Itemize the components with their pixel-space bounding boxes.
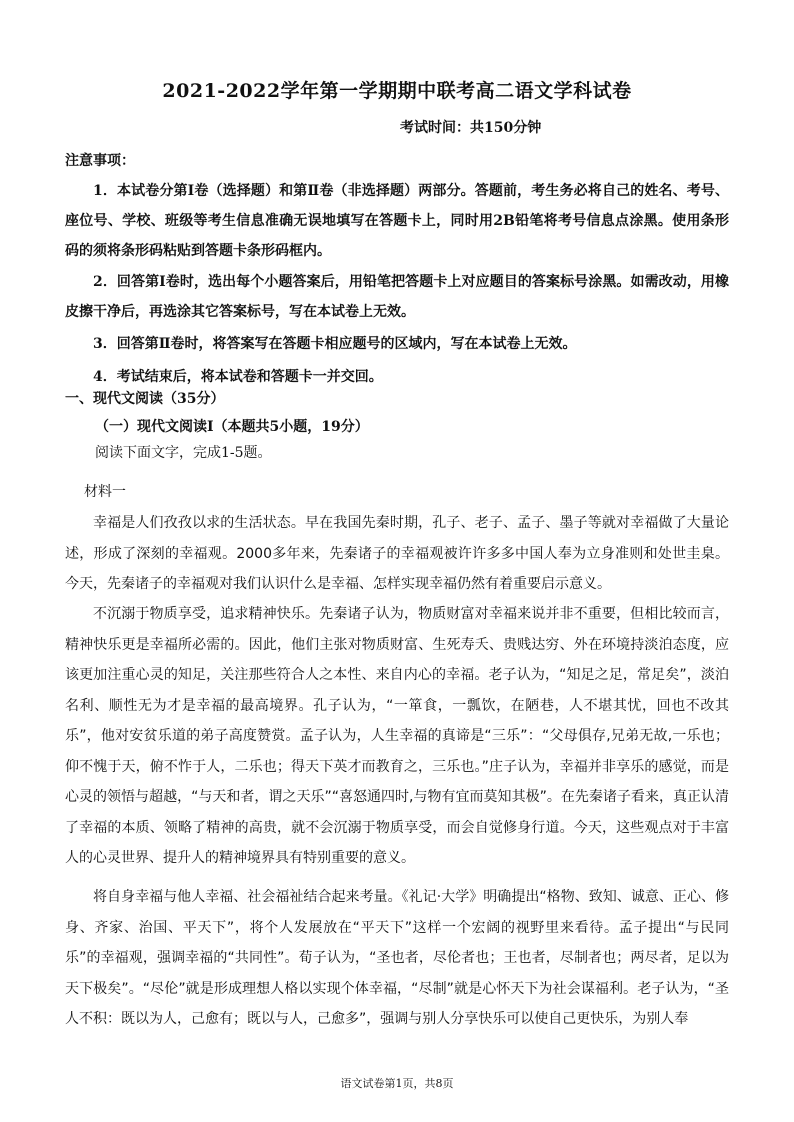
page-title: 2021-2022学年第一学期期中联考高二语文学科试卷: [162, 80, 632, 102]
page-footer: 语文试卷第1页，共8页: [340, 1077, 454, 1090]
notice-item: 4．考试结束后，将本试卷和答题卡一并交回。: [93, 369, 383, 385]
notice-item: 2．回答第Ⅰ卷时，选出每个小题答案后，用铅笔把答题卡上对应题目的答案标号涂黑。如需改动，用橡皮擦干净后，再选涂其它答案标号，写在本试卷上无效。: [65, 274, 729, 320]
material-label: 材料一: [84, 484, 126, 500]
body-paragraph: 将自身幸福与他人幸福、社会福祉结合起来考量。《礼记·大学》明确提出“格物、致知、诚意、正心、修身、齐家、治国、平天下”，将个人发展放在“平天下”这样一个宏阔的视野里来看待。孟子提出“与民同乐”的幸福观，强调幸福的“共同性”。荀子认为，“圣也者，尽伦者也；王也者，尽制者也；两尽者，足以为天下极矣”。“尽伦”就是形成理想人格以实现个体幸福，“尽制”就是心怀天下为社会谋福利。老子认为，“圣人不积：既以为人，己愈有；既以与人，己愈多”，强调与别人分享快乐可以使自己更快乐，为别人奉: [65, 889, 729, 1027]
body-paragraph: 不沉溺于物质享受，追求精神快乐。先秦诸子认为，物质财富对幸福来说并非不重要，但相比较而言，精神快乐更是幸福所必需的。因此，他们主张对物质财富、生死寿夭、贵贱达穷、外在环境持淡泊态度，应该更加注重心灵的知足，关注那些符合人之本性、来自内心的幸福。老子认为，“知足之足，常足矣”，淡泊名利、顺性无为才是幸福的最高境界。孔子认为，“一箪食，一瓢饮，在陋巷，人不堪其忧，回也不改其乐”，他对安贫乐道的弟子高度赞赏。孟子认为，人生幸福的真谛是“三乐”：“父母俱存,兄弟无故,一乐也；仰不愧于天，俯不怍于人，二乐也；得天下英才而教育之，三乐也。”庄子认为，幸福并非享乐的感觉，而是心灵的领悟与超越，“与天和者，谓之天乐”“喜怒通四时,与物有宜而莫知其极”。在先秦诸子看来，真正认清了幸福的本质、领略了精神的高贵，就不会沉溺于物质享受，而会自觉修身行道。今天，这些观点对于丰富人的心灵世界、提升人的精神境界具有特别重要的意义。: [65, 606, 729, 866]
body-paragraph: 幸福是人们孜孜以求的生活状态。早在我国先秦时期，孔子、老子、孟子、墨子等就对幸福做了大量论述，形成了深刻的幸福观。2000多年来，先秦诸子的幸福观被许许多多中国人奉为立身准则和处世圭臬。今天，先秦诸子的幸福观对我们认识什么是幸福、怎样实现幸福仍然有着重要启示意义。: [65, 515, 729, 592]
subsection-heading: （一）现代文阅读Ⅰ（本题共5小题，19分）: [95, 419, 369, 435]
notice-heading: 注意事项：: [65, 153, 135, 169]
exam-time: 考试时间：共150分钟: [400, 120, 542, 136]
section-heading: 一、现代文阅读（35分）: [65, 391, 225, 407]
notice-item: 1．本试卷分第Ⅰ卷（选择题）和第Ⅱ卷（非选择题）两部分。答题前，考生务必将自己的姓名、考号、座位号、学校、班级等考生信息准确无误地填写在答题卡上，同时用2B铅笔将考号信息点涂黑。使用条形码的须将条形码粘贴到答题卡条形码框内。: [65, 183, 729, 259]
reading-instruction: 阅读下面文字，完成1-5题。: [95, 445, 272, 461]
notice-item: 3．回答第Ⅱ卷时，将答案写在答题卡相应题号的区域内，写在本试卷上无效。: [93, 336, 577, 352]
